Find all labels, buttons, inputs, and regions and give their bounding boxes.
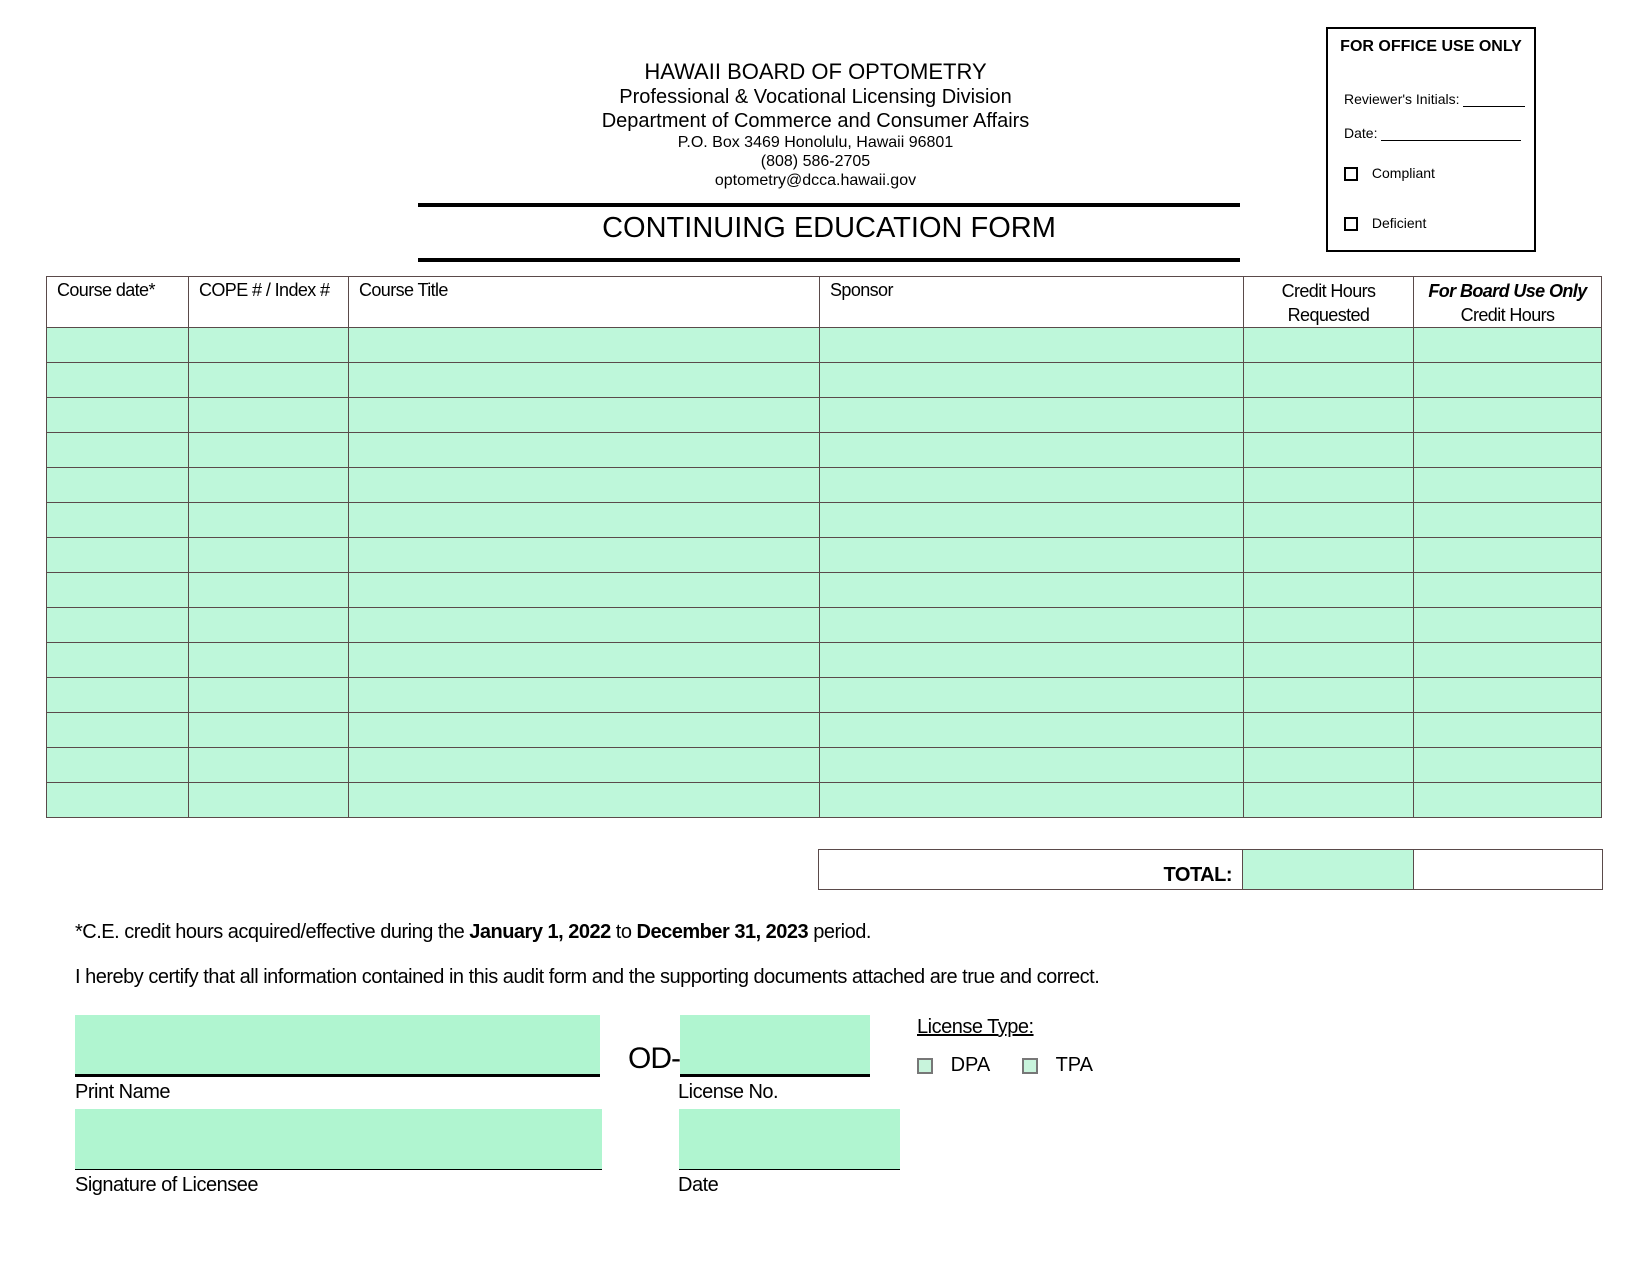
course-title-cell[interactable] xyxy=(349,643,820,678)
course-date-cell[interactable] xyxy=(47,328,189,363)
cope-index-cell[interactable] xyxy=(189,678,349,713)
credit-hours-requested-cell[interactable] xyxy=(1244,678,1414,713)
dpa-checkbox[interactable] xyxy=(917,1058,933,1074)
table-row xyxy=(47,678,1602,713)
credit-hours-requested-cell[interactable] xyxy=(1244,503,1414,538)
course-title-cell[interactable] xyxy=(349,503,820,538)
sponsor-cell[interactable] xyxy=(820,573,1244,608)
col-course-title: Course Title xyxy=(349,277,820,328)
board-name: HAWAII BOARD OF OPTOMETRY xyxy=(644,59,987,84)
course-date-cell[interactable] xyxy=(47,608,189,643)
course-title-cell[interactable] xyxy=(349,398,820,433)
course-title-cell[interactable] xyxy=(349,433,820,468)
table-row xyxy=(47,538,1602,573)
board-credit-hours-cell xyxy=(1414,678,1602,713)
table-row xyxy=(47,748,1602,783)
table-row xyxy=(47,398,1602,433)
table-row xyxy=(47,433,1602,468)
course-date-cell[interactable] xyxy=(47,713,189,748)
footnote-suffix: period. xyxy=(808,921,871,943)
print-name-field[interactable] xyxy=(75,1015,600,1075)
footnote-start-date: January 1, 2022 xyxy=(469,921,611,943)
reviewer-initials-line[interactable] xyxy=(1463,106,1525,107)
deficient-label: Deficient xyxy=(1371,215,1427,231)
print-name-underline xyxy=(75,1074,600,1077)
credit-hours-requested-cell[interactable] xyxy=(1244,328,1414,363)
table-row xyxy=(47,608,1602,643)
course-title-cell[interactable] xyxy=(349,363,820,398)
office-date-row xyxy=(1344,125,1521,141)
total-row xyxy=(818,849,1603,890)
credit-hours-requested-cell[interactable] xyxy=(1244,468,1414,503)
credit-hours-requested-cell[interactable] xyxy=(1244,643,1414,678)
cope-index-cell[interactable] xyxy=(189,398,349,433)
header-rule-bottom xyxy=(418,258,1240,262)
office-use-box xyxy=(1326,27,1536,252)
col-board-use-only: For Board Use Only xyxy=(1428,281,1587,301)
course-date-cell[interactable] xyxy=(47,748,189,783)
col-cope-index: COPE # / Index # xyxy=(189,277,349,328)
reviewer-initials-label: Reviewer's Initials: xyxy=(1344,91,1460,107)
department-name: Department of Commerce and Consumer Affairs xyxy=(601,110,1030,132)
course-title-cell[interactable] xyxy=(349,748,820,783)
board-credit-hours-cell xyxy=(1414,503,1602,538)
sponsor-cell[interactable] xyxy=(820,468,1244,503)
print-name-label: Print Name xyxy=(75,1081,171,1103)
course-title-cell[interactable] xyxy=(349,678,820,713)
od-prefix: OD- xyxy=(628,1042,680,1075)
ce-course-table xyxy=(46,276,1602,818)
credit-hours-requested-cell[interactable] xyxy=(1244,783,1414,818)
table-row xyxy=(47,363,1602,398)
office-date-line[interactable] xyxy=(1381,140,1521,141)
table-row xyxy=(47,328,1602,363)
form-title: CONTINUING EDUCATION FORM xyxy=(602,212,1056,244)
board-credit-hours-cell xyxy=(1414,713,1602,748)
credit-hours-requested-cell[interactable] xyxy=(1244,713,1414,748)
credit-hours-requested-cell[interactable] xyxy=(1244,748,1414,783)
sponsor-cell[interactable] xyxy=(820,643,1244,678)
total-board-credit-hours-field xyxy=(1414,850,1603,890)
board-credit-hours-cell xyxy=(1414,643,1602,678)
col-sponsor: Sponsor xyxy=(820,277,1244,328)
course-title-cell[interactable] xyxy=(349,538,820,573)
license-number-label: License No. xyxy=(678,1081,779,1103)
license-type-label: License Type: xyxy=(917,1016,1034,1038)
footnote xyxy=(75,921,871,944)
cope-index-cell[interactable] xyxy=(189,468,349,503)
signature-date-label: Date xyxy=(678,1174,719,1196)
signature-date-field[interactable] xyxy=(679,1109,900,1169)
course-date-cell[interactable] xyxy=(47,468,189,503)
cope-index-cell[interactable] xyxy=(189,538,349,573)
course-title-cell[interactable] xyxy=(349,328,820,363)
board-credit-hours-cell xyxy=(1414,538,1602,573)
course-date-cell[interactable] xyxy=(47,398,189,433)
tpa-label: TPA xyxy=(1055,1054,1093,1076)
signature-field[interactable] xyxy=(75,1109,602,1169)
course-title-cell[interactable] xyxy=(349,573,820,608)
credit-hours-requested-cell[interactable] xyxy=(1244,433,1414,468)
col-credit-hours-line2: Requested xyxy=(1287,305,1370,325)
cope-index-cell[interactable] xyxy=(189,328,349,363)
division-name: Professional & Vocational Licensing Division xyxy=(619,86,1012,108)
address: P.O. Box 3469 Honolulu, Hawaii 96801 xyxy=(677,134,954,151)
col-course-date: Course date* xyxy=(47,277,189,328)
table-row xyxy=(47,503,1602,538)
course-date-cell[interactable] xyxy=(47,433,189,468)
phone: (808) 586-2705 xyxy=(760,153,871,170)
email: optometry@dcca.hawaii.gov xyxy=(714,172,917,189)
sponsor-cell[interactable] xyxy=(820,398,1244,433)
reviewer-initials-row xyxy=(1344,91,1525,107)
signature-label: Signature of Licensee xyxy=(75,1174,258,1196)
board-credit-hours-cell xyxy=(1414,783,1602,818)
board-credit-hours-cell xyxy=(1414,468,1602,503)
office-use-title: FOR OFFICE USE ONLY xyxy=(1340,38,1522,55)
footnote-end-date: December 31, 2023 xyxy=(636,921,809,943)
course-title-cell[interactable] xyxy=(349,608,820,643)
cope-index-cell[interactable] xyxy=(189,433,349,468)
compliant-label: Compliant xyxy=(1371,165,1435,181)
course-date-cell[interactable] xyxy=(47,643,189,678)
tpa-option xyxy=(1022,1054,1093,1077)
course-title-cell[interactable] xyxy=(349,713,820,748)
footnote-mid: to xyxy=(610,921,637,943)
board-credit-hours-cell xyxy=(1414,398,1602,433)
credit-hours-requested-cell[interactable] xyxy=(1244,538,1414,573)
certification-statement: I hereby certify that all information contained in this audit form and the supporting documents attached are true and correct. xyxy=(75,966,1100,988)
credit-hours-requested-cell[interactable] xyxy=(1244,363,1414,398)
table-row xyxy=(47,573,1602,608)
sponsor-cell[interactable] xyxy=(820,433,1244,468)
sponsor-cell[interactable] xyxy=(820,608,1244,643)
course-title-cell[interactable] xyxy=(349,468,820,503)
tpa-checkbox[interactable] xyxy=(1022,1058,1038,1074)
sponsor-cell[interactable] xyxy=(820,783,1244,818)
course-date-cell[interactable] xyxy=(47,573,189,608)
sponsor-cell[interactable] xyxy=(820,503,1244,538)
credit-hours-requested-cell[interactable] xyxy=(1244,398,1414,433)
sponsor-cell[interactable] xyxy=(820,678,1244,713)
table-body xyxy=(47,328,1602,818)
board-credit-hours-cell xyxy=(1414,363,1602,398)
cope-index-cell[interactable] xyxy=(189,783,349,818)
signature-date-underline xyxy=(679,1169,900,1170)
course-date-cell[interactable] xyxy=(47,363,189,398)
course-date-cell[interactable] xyxy=(47,503,189,538)
board-credit-hours-cell xyxy=(1414,433,1602,468)
board-credit-hours-cell xyxy=(1414,608,1602,643)
col-board-credit-hours-label: Credit Hours xyxy=(1460,305,1555,325)
header-rule-top xyxy=(418,203,1240,207)
sponsor-cell[interactable] xyxy=(820,363,1244,398)
course-title-cell[interactable] xyxy=(349,783,820,818)
license-number-underline xyxy=(680,1074,870,1077)
col-board-credit-hours xyxy=(1414,277,1602,328)
cope-index-cell[interactable] xyxy=(189,608,349,643)
col-credit-hours-line1: Credit Hours xyxy=(1281,281,1376,301)
cope-index-cell[interactable] xyxy=(189,713,349,748)
course-date-cell[interactable] xyxy=(47,538,189,573)
table-row xyxy=(47,713,1602,748)
board-credit-hours-cell xyxy=(1414,748,1602,783)
cope-index-cell[interactable] xyxy=(189,748,349,783)
table-row xyxy=(47,783,1602,818)
cope-index-cell[interactable] xyxy=(189,643,349,678)
deficient-checkbox[interactable] xyxy=(1344,217,1358,231)
col-credit-hours-requested xyxy=(1244,277,1414,328)
license-number-field[interactable] xyxy=(680,1015,870,1075)
course-date-cell[interactable] xyxy=(47,783,189,818)
total-credit-hours-field[interactable] xyxy=(1243,850,1414,890)
cope-index-cell[interactable] xyxy=(189,503,349,538)
course-date-cell[interactable] xyxy=(47,678,189,713)
sponsor-cell[interactable] xyxy=(820,538,1244,573)
compliant-row xyxy=(1344,165,1435,181)
sponsor-cell[interactable] xyxy=(820,328,1244,363)
signature-underline xyxy=(75,1169,602,1170)
total-label: TOTAL: xyxy=(819,850,1243,890)
dpa-option xyxy=(917,1054,990,1077)
table-row xyxy=(47,643,1602,678)
board-credit-hours-cell xyxy=(1414,573,1602,608)
credit-hours-requested-cell[interactable] xyxy=(1244,608,1414,643)
dpa-label: DPA xyxy=(950,1054,991,1076)
sponsor-cell[interactable] xyxy=(820,748,1244,783)
footnote-prefix: *C.E. credit hours acquired/effective during the xyxy=(75,921,470,943)
table-header-row xyxy=(47,277,1602,328)
cope-index-cell[interactable] xyxy=(189,573,349,608)
credit-hours-requested-cell[interactable] xyxy=(1244,573,1414,608)
sponsor-cell[interactable] xyxy=(820,713,1244,748)
cope-index-cell[interactable] xyxy=(189,363,349,398)
compliant-checkbox[interactable] xyxy=(1344,167,1358,181)
deficient-row xyxy=(1344,215,1426,231)
board-credit-hours-cell xyxy=(1414,328,1602,363)
office-date-label: Date: xyxy=(1344,125,1378,141)
table-row xyxy=(47,468,1602,503)
